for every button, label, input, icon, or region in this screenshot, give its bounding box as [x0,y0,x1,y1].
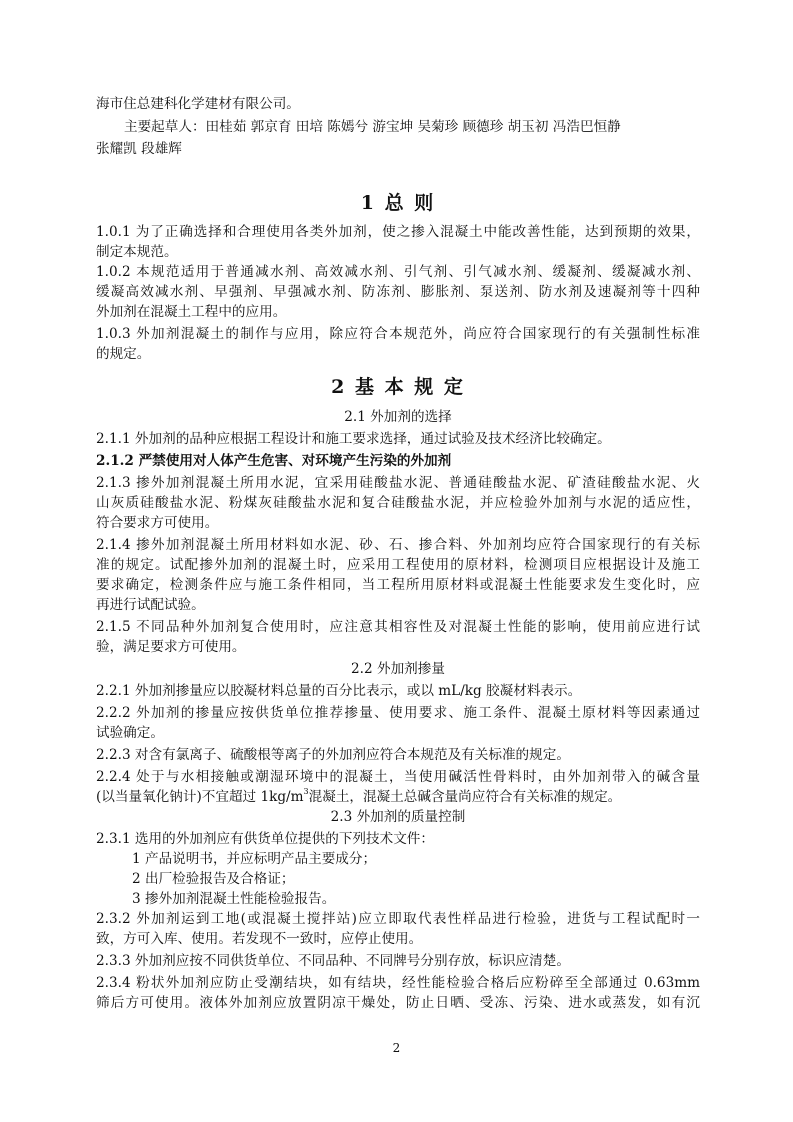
list-item-3: 3 掺外加剂混凝土性能检验报告。 [132,891,336,907]
clause-1-0-1-line-1: 1.0.1 为了正确选择和合理使用各类外加剂，使之掺入混凝土中能改善性能，达到预期的效果， [96,224,700,240]
clause-1-0-1-line-2: 制定本规范。 [96,244,178,260]
list-item-2: 2 出厂检验报告及合格证； [132,871,295,887]
clause-2-1-3-line-1: 2.1.3 掺外加剂混凝土所用水泥，宜采用硅酸盐水泥、普通硅酸盐水泥、矿渣硅酸盐水泥、火 [96,475,700,491]
document-page [96,0,700,1122]
clause-2-2-2-line-2: 试验确定。 [96,725,164,741]
clause-2-2-2-line-1: 2.2.2 外加剂的掺量应按供货单位推荐掺量、使用要求、施工条件、混凝土原材料等因素通过 [96,705,700,721]
section-2-2-title: 2.2 外加剂掺量 [351,661,445,677]
clause-2-1-5-line-2: 验，满足要求方可使用。 [96,639,246,655]
page-number: 2 [392,1041,401,1055]
clause-2-1-4-line-2: 准的规定。试配掺外加剂的混凝土时，应采用工程使用的原材料，检测项目应根据设计及施工 [96,557,700,573]
clause-2-2-4-line-1: 2.2.4 处于与水相接触或潮湿环境中的混凝土，当使用碱活性骨料时，由外加剂带入的碱含量 [96,769,700,785]
clause-1-0-2-line-3: 外加剂在混凝土工程中的应用。 [96,304,287,320]
clause-2-3-4-line-1: 2.3.4 粉状外加剂应防止受潮结块，如有结块，经性能检验合格后应粉碎至全部通过 0.63mm [96,975,700,991]
chapter-2-title: 2 基 本 规 定 [331,376,465,398]
clause-2-3-3: 2.3.3 外加剂应按不同供货单位、不同品种、不同牌号分别存放，标识应清楚。 [96,953,570,969]
clause-2-1-4-line-1: 2.1.4 掺外加剂混凝土所用材料如水泥、砂、石、掺合料、外加剂均应符合国家现行的有关标 [96,537,700,553]
clause-1-0-2-line-2: 缓凝高效减水剂、早强剂、早强减水剂、防冻剂、膨胀剂、泵送剂、防水剂及速凝剂等十四种 [96,284,700,300]
clause-1-0-3-line-1: 1.0.3 外加剂混凝土的制作与应用，除应符合本规范外，尚应符合国家现行的有关强制性标准 [96,326,700,342]
clause-2-3-1: 2.3.1 选用的外加剂应有供货单位提供的下列技术文件： [96,831,434,847]
org-line: 海市住总建科化学建材有限公司。 [96,96,300,112]
superscript-3: 3 [303,788,309,796]
clause-2-2-4-text-b: 混凝土，混凝土总碱含量尚应符合有关标准的规定。 [308,789,622,805]
clause-2-1-2: 2.1.2 严禁使用对人体产生危害、对环境产生污染的外加剂 [96,453,452,469]
clause-2-2-4-text-a: (以当量氧化钠计)不宜超过 1kg/m [96,789,304,805]
clause-2-3-2-line-2: 致，方可入库、使用。若发现不一致时，应停止使用。 [96,931,423,947]
drafters-line-1: 主要起草人：田桂茹 郭京育 田培 陈嫣兮 游宝坤 吴菊珍 顾德珍 胡玉初 冯浩巴恒静 [124,119,621,135]
clause-2-2-1: 2.2.1 外加剂掺量应以胶凝材料总量的百分比表示，或以 mL/kg 胶凝材料表示。 [96,683,582,699]
clause-2-1-4-line-3: 要求确定，检测条件应与施工条件相同，当工程所用原材料或混凝土性能要求发生变化时，应 [96,577,700,593]
list-item-1: 1 产品说明书，并应标明产品主要成分； [132,851,377,867]
clause-2-3-2-line-1: 2.3.2 外加剂运到工地(或混凝土搅拌站)应立即取代表性样品进行检验，进货与工程试配时一 [96,911,700,927]
clause-2-2-3: 2.2.3 对含有氯离子、硫酸根等离子的外加剂应符合本规范及有关标准的规定。 [96,747,570,763]
clause-1-0-3-line-2: 的规定。 [96,346,151,362]
drafters-line-2: 张耀凯 段雄辉 [96,141,182,157]
clause-1-0-2-line-1: 1.0.2 本规范适用于普通减水剂、高效减水剂、引气剂、引气减水剂、缓凝剂、缓凝减水剂、 [96,264,700,280]
clause-2-3-4-line-2: 筛后方可使用。液体外加剂应放置阴凉干燥处，防止日晒、受冻、污染、进水或蒸发，如有沉 [96,995,700,1011]
clause-2-1-3-line-3: 符合要求方可使用。 [96,515,219,531]
section-2-3-title: 2.3 外加剂的质量控制 [330,809,466,825]
chapter-1-title: 1 总 则 [360,192,436,214]
clause-2-2-4-line-2 [96,788,700,806]
clause-2-1-3-line-2: 山灰质硅酸盐水泥、粉煤灰硅酸盐水泥和复合硅酸盐水泥，并应检验外加剂与水泥的适应性， [96,495,700,511]
clause-2-1-1: 2.1.1 外加剂的品种应根据工程设计和施工要求选择，通过试验及技术经济比较确定。 [96,431,611,447]
clause-2-1-4-line-4: 再进行试配试验。 [96,597,205,613]
section-2-1-title: 2.1 外加剂的选择 [344,409,452,425]
clause-2-1-5-line-1: 2.1.5 不同品种外加剂复合使用时，应注意其相容性及对混凝土性能的影响，使用前应进行试 [96,619,700,635]
